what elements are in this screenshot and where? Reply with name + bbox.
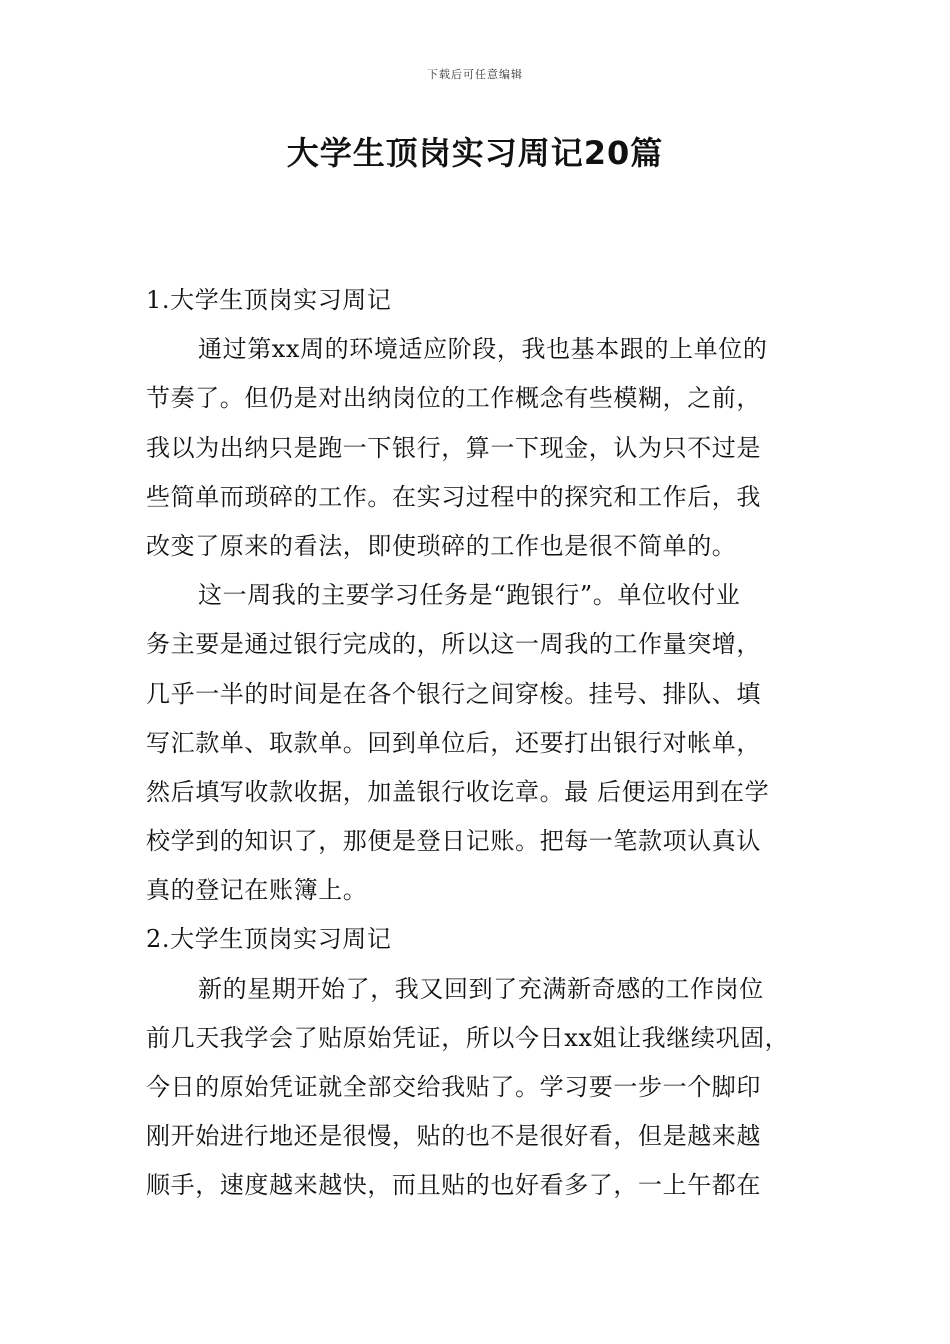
text-line: 节奏了。但仍是对出纳岗位的工作概念有些模糊，之前， — [146, 384, 761, 413]
header-note: 下载后可任意编辑 — [427, 68, 523, 81]
text-line: 我以为出纳只是跑一下银行，算一下现金，认为只不过是 — [146, 433, 761, 462]
text-line: 顺手，速度越来越快，而且贴的也好看多了，一上午都在 — [146, 1171, 761, 1200]
text-line: 今日的原始凭证就全部交给我贴了。学习要一步一个脚印 — [146, 1073, 761, 1101]
document-body — [146, 276, 810, 1211]
text-line: 写汇款单、取款单。回到单位后，还要打出银行对帐单， — [146, 728, 761, 757]
text-line: 1.大学生顶岗实习周记 — [146, 286, 392, 314]
text-line: 刚开始进行地还是很慢，贴的也不是很好看，但是越来越 — [146, 1122, 761, 1151]
text-line: 校学到的知识了，那便是登日记账。把每一笔款项认真认 — [146, 827, 761, 856]
text-line: 些简单而琐碎的工作。在实习过程中的探究和工作后，我 — [146, 482, 761, 511]
text-line: 前几天我学会了贴原始凭证，所以今日xx姐让我继续巩固， — [146, 1023, 790, 1052]
text-line: 这一周我的主要学习任务是“跑银行”。单位收付业 — [198, 581, 741, 610]
text-line: 2.大学生顶岗实习周记 — [146, 925, 392, 954]
document-title: 大学生顶岗实习周记20篇 — [286, 134, 664, 172]
text-line: 通过第xx周的环境适应阶段，我也基本跟的上单位的 — [198, 335, 768, 364]
text-line: 新的星期开始了，我又回到了充满新奇感的工作岗位 — [198, 974, 764, 1003]
text-line: 务主要是通过银行完成的，所以这一周我的工作量突增， — [146, 630, 761, 659]
text-line: 几乎一半的时间是在各个银行之间穿梭。挂号、排队、填 — [146, 679, 761, 708]
text-line: 真的登记在账簿上。 — [146, 876, 368, 905]
text-line: 改变了原来的看法，即使琐碎的工作也是很不简单的。 — [146, 531, 737, 560]
text-line: 然后填写收款收据，加盖银行收讫章。最 后便运用到在学 — [146, 777, 770, 806]
